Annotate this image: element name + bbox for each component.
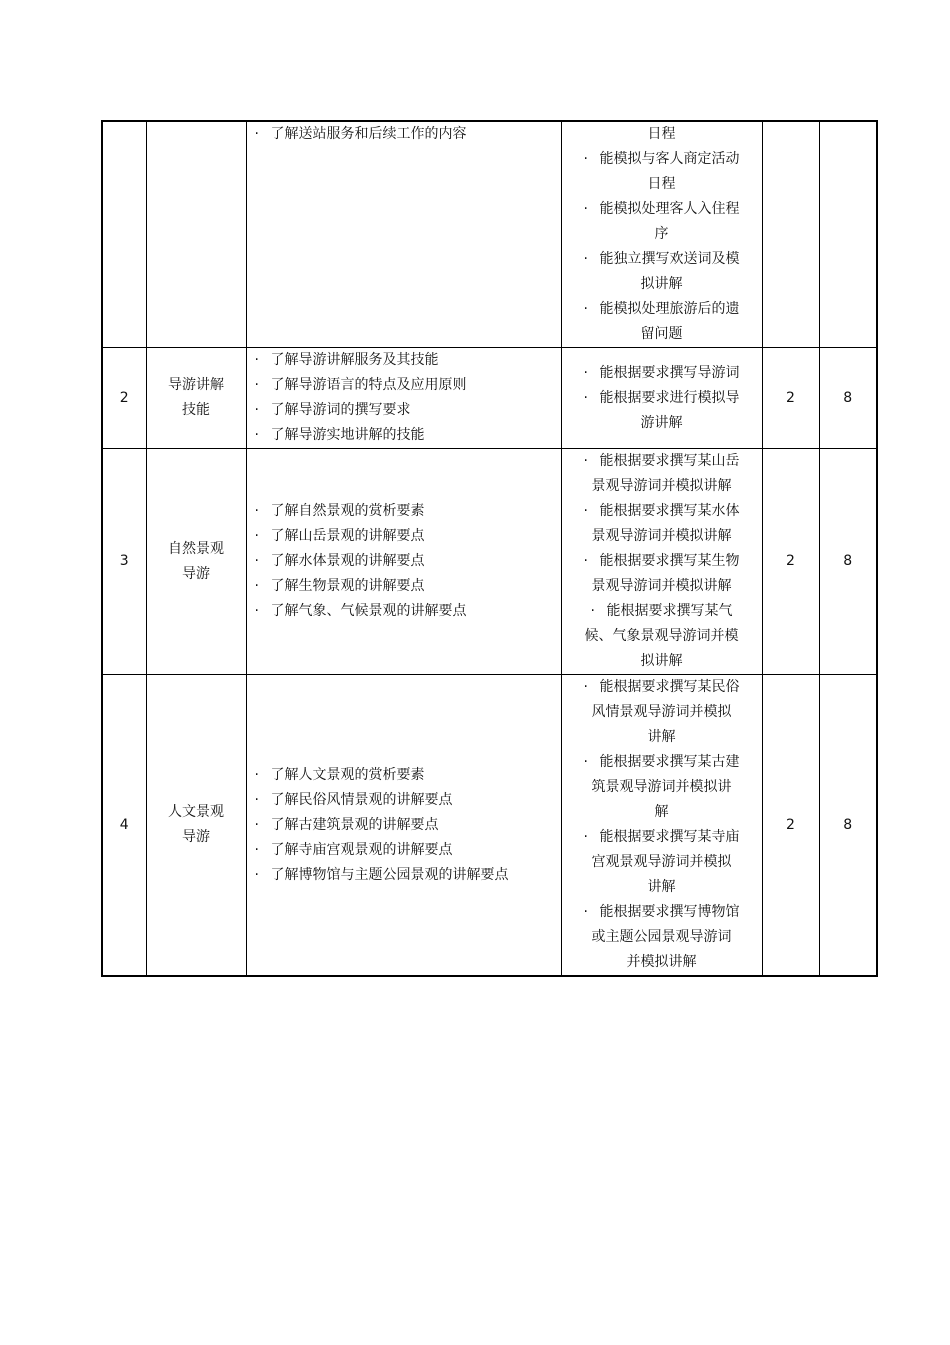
skill-text: 风情景观导游词并模拟 [591,704,732,720]
hours-cell-a: 2 [762,449,819,675]
knowledge-cell [246,348,561,449]
knowledge-item [255,599,561,624]
knowledge-item [255,574,561,599]
bullet-icon: · [254,791,259,808]
skill-line [572,499,752,524]
knowledge-text: 了解导游讲解服务及其技能 [270,352,439,368]
hours-cell-a: 2 [762,675,819,977]
module-name-line: 导游 [182,829,210,845]
module-name-cell [146,348,246,449]
skill-line [572,386,752,411]
knowledge-text: 了解人文景观的赏析要素 [270,766,425,783]
bullet-icon: · [254,766,259,783]
bullet-icon: · [583,389,588,406]
skill-text: 能根据要求撰写某民俗 [599,679,740,695]
skill-cell [561,675,762,977]
knowledge-item [255,348,561,373]
skill-text: 或主题公园景观导游词 [591,929,732,945]
knowledge-text: 了解山岳景观的讲解要点 [270,528,425,544]
skill-line [572,725,752,750]
skill-line [572,574,752,599]
knowledge-text: 了解自然景观的赏析要素 [270,503,425,519]
skill-text: 解 [654,804,669,820]
skill-text: 候、气象景观导游词并模 [584,628,739,644]
skill-text: 能模拟与客人商定活动 [599,151,740,167]
skill-line [572,172,752,197]
skill-line [572,850,752,875]
bullet-icon: · [254,427,259,443]
skill-line [572,825,752,850]
bullet-icon: · [583,364,588,381]
skill-line [572,649,752,674]
skill-text: 日程 [647,126,676,142]
table-row [102,675,877,977]
knowledge-item [255,398,561,423]
knowledge-text: 了解送站服务和后续工作的内容 [270,126,467,142]
skill-line [572,750,752,775]
row-number-cell [102,121,146,348]
skill-text: 讲解 [647,879,676,895]
knowledge-item [255,423,561,448]
skill-cell [561,348,762,449]
bullet-icon: · [254,841,259,858]
knowledge-list [247,499,561,624]
knowledge-item [255,813,561,838]
skill-text: 游讲解 [640,414,683,431]
skill-text: 景观导游词并模拟讲解 [591,578,732,594]
module-name-cell [146,675,246,977]
bullet-icon: · [583,904,588,920]
skill-list [562,361,762,436]
skill-text: 筑景观导游词并模拟讲 [591,779,732,795]
bullet-icon: · [583,301,588,317]
knowledge-item [255,549,561,574]
skill-text: 能根据要求撰写某生物 [599,553,740,569]
hours-cell-b: 8 [819,675,877,977]
bullet-icon: · [583,754,588,770]
skill-text: 景观导游词并模拟讲解 [591,528,732,544]
skill-list [562,122,762,347]
skill-list [562,675,762,975]
bullet-icon: · [254,553,259,569]
skill-text: 拟讲解 [640,653,683,669]
bullet-icon: · [254,377,259,393]
skill-text: 能根据要求撰写某水体 [599,503,740,519]
course-table-body [102,121,877,976]
hours-cell-b: 8 [819,449,877,675]
bullet-icon: · [254,503,259,519]
skill-text: 能根据要求撰写博物馆 [599,904,740,920]
skill-line [572,875,752,900]
knowledge-item [255,788,561,813]
skill-text: 能独立撰写欢送词及模 [599,251,740,267]
skill-text: 并模拟讲解 [626,954,697,970]
knowledge-cell [246,121,561,348]
knowledge-cell [246,675,561,977]
skill-line [572,411,752,436]
bullet-icon: · [583,151,588,167]
skill-line [572,775,752,800]
hours-cell-b [819,121,877,348]
skill-line [572,800,752,825]
skill-cell [561,121,762,348]
bullet-icon: · [583,553,588,569]
bullet-icon: · [254,603,259,619]
skill-text: 能模拟处理旅游后的遗 [599,301,740,317]
bullet-icon: · [590,603,595,619]
row-number-cell: 4 [102,675,146,977]
skill-text: 序 [654,226,669,242]
module-name-line: 人文景观 [168,804,224,820]
skill-text: 留问题 [640,326,683,342]
bullet-icon: · [254,528,259,544]
skill-line [572,599,752,624]
bullet-icon: · [583,829,588,845]
skill-line [572,122,752,147]
bullet-icon: · [254,866,259,883]
bullet-icon: · [254,578,259,594]
knowledge-text: 了解气象、气候景观的讲解要点 [270,603,467,619]
skill-line [572,247,752,272]
skill-text: 能根据要求撰写某古建 [599,754,740,770]
skill-text: 能根据要求撰写导游词 [599,364,740,381]
skill-line [572,675,752,700]
bullet-icon: · [254,402,259,418]
knowledge-item [255,863,561,888]
knowledge-list [247,122,561,147]
skill-line [572,950,752,975]
knowledge-item [255,763,561,788]
module-name-line: 导游讲解 [168,377,224,393]
skill-line [572,925,752,950]
bullet-icon: · [254,816,259,833]
table-row [102,348,877,449]
bullet-icon: · [583,201,588,217]
skill-line [572,900,752,925]
skill-text: 能根据要求进行模拟导 [599,389,740,406]
hours-cell-b: 8 [819,348,877,449]
module-name-cell [146,121,246,348]
knowledge-text: 了解博物馆与主题公园景观的讲解要点 [270,866,509,883]
knowledge-item [255,373,561,398]
bullet-icon: · [583,679,588,695]
bullet-icon: · [583,453,588,469]
course-table [101,120,878,977]
bullet-icon: · [254,126,259,142]
bullet-icon: · [254,352,259,368]
skill-line [572,297,752,322]
skill-line [572,449,752,474]
knowledge-text: 了解导游实地讲解的技能 [270,427,425,443]
skill-text: 能模拟处理客人入住程 [599,201,740,217]
skill-line [572,361,752,386]
knowledge-text: 了解水体景观的讲解要点 [270,553,425,569]
module-name-line: 自然景观 [168,540,224,557]
skill-text: 讲解 [647,729,676,745]
skill-line [572,147,752,172]
knowledge-text: 了解导游词的撰写要求 [270,402,411,418]
skill-text: 能根据要求撰写某寺庙 [599,829,740,845]
knowledge-cell [246,449,561,675]
skill-line [572,700,752,725]
row-number-cell: 2 [102,348,146,449]
module-name-cell [146,449,246,675]
knowledge-text: 了解古建筑景观的讲解要点 [270,816,439,833]
table-row [102,449,877,675]
skill-text: 拟讲解 [640,276,683,292]
knowledge-text: 了解生物景观的讲解要点 [270,578,425,594]
skill-text: 景观导游词并模拟讲解 [591,478,732,494]
hours-cell-a [762,121,819,348]
knowledge-item [255,524,561,549]
skill-text: 宫观景观导游词并模拟 [591,854,732,870]
knowledge-item [255,499,561,524]
skill-line [572,549,752,574]
skill-line [572,624,752,649]
skill-cell [561,449,762,675]
module-name-line: 导游 [182,565,210,582]
skill-line [572,322,752,347]
skill-text: 能根据要求撰写某山岳 [599,453,740,469]
skill-line [572,524,752,549]
knowledge-text: 了解寺庙宫观景观的讲解要点 [270,841,453,858]
knowledge-item [255,838,561,863]
module-name-line: 技能 [182,402,210,418]
bullet-icon: · [583,251,588,267]
knowledge-list [247,348,561,448]
skill-line [572,272,752,297]
skill-text: 能根据要求撰写某气 [606,603,733,619]
skill-line [572,197,752,222]
hours-cell-a: 2 [762,348,819,449]
knowledge-text: 了解导游语言的特点及应用原则 [270,377,467,393]
bullet-icon: · [583,503,588,519]
skill-list [562,449,762,674]
row-number-cell: 3 [102,449,146,675]
skill-text: 日程 [647,176,676,192]
skill-line [572,474,752,499]
knowledge-item [255,122,561,147]
knowledge-text: 了解民俗风情景观的讲解要点 [270,791,453,808]
knowledge-list [247,763,561,888]
table-row [102,121,877,348]
skill-line [572,222,752,247]
